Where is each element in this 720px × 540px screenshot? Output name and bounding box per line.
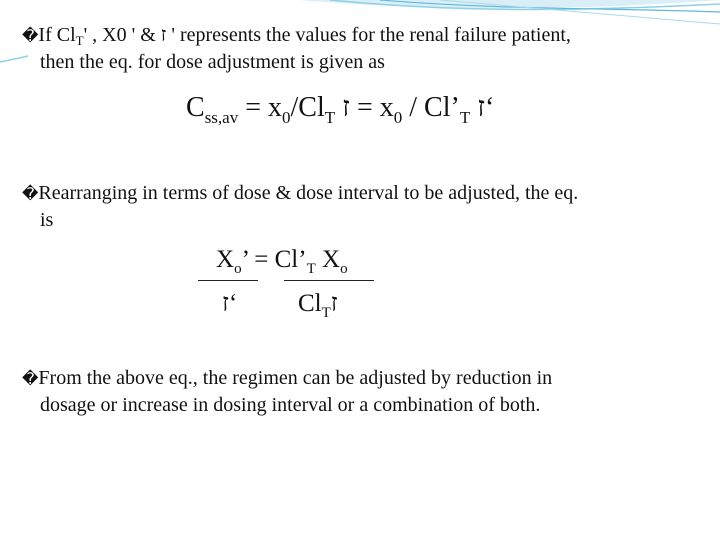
eq1-c: C	[186, 92, 205, 123]
bullet-icon: �	[22, 184, 39, 203]
bullet-3-line-1: From the above eq., the regimen can be adjusted by reduction in	[38, 367, 553, 389]
eq1-mid: = x	[238, 92, 283, 123]
bullet-1-line-2: then the eq. for dose adjustment is given as	[40, 51, 385, 73]
eq1-x2-sub: 0	[393, 108, 403, 127]
eq2-den-left: ז‘	[222, 290, 238, 317]
bullet-2-line-2: is	[40, 209, 54, 231]
equation-2-numerator	[216, 246, 348, 277]
eq1-t2-sub: T	[459, 108, 471, 127]
eq2-num-c: X	[315, 246, 341, 273]
eq1-slash: /Cl	[290, 92, 325, 123]
fraction-bar-left	[198, 280, 258, 281]
bullet-1-sub: T	[75, 33, 84, 48]
eq2-num-a: X	[216, 246, 235, 273]
eq1-c-sub: ss,av	[204, 108, 239, 127]
eq2-den-right-tail: ז	[330, 290, 338, 317]
bullet-item-3	[22, 365, 552, 419]
eq2-num-b: ’ = Cl’	[241, 246, 307, 273]
bullet-2-line-1: Rearranging in terms of dose & dose interval to be adjusted, the eq.	[38, 182, 579, 204]
eq1-x-sub: 0	[282, 108, 291, 127]
eq1-tail: ז‘	[470, 92, 495, 123]
eq1-t-sub: T	[324, 108, 336, 127]
eq2-num-c-sub: o	[340, 261, 348, 277]
bullet-item-2	[22, 180, 578, 234]
eq2-den-right-sub: T	[321, 305, 331, 321]
bullet-3-line-2: dosage or increase in dosing interval or a combination of both.	[40, 394, 541, 416]
equation-2-denominator-left	[222, 290, 237, 318]
eq1-rest: ז = x	[335, 92, 394, 123]
eq1-rest2: / Cl’	[402, 92, 460, 123]
equation-2-denominator-right	[298, 290, 338, 321]
bullet-icon: �	[22, 369, 39, 388]
eq2-den-right: Cl	[298, 290, 322, 317]
eq2-num-a-sub: o	[234, 261, 242, 277]
fraction-bar-right	[284, 280, 374, 281]
eq2-num-b-sub: T	[306, 261, 316, 277]
bullet-item-1	[22, 22, 571, 76]
equation-steady-state	[186, 92, 495, 127]
bullet-1-text-a: If Cl	[38, 24, 76, 46]
bullet-1-text-b: ' , X0 ' & ז ' represents the values for the renal failure patient,	[83, 24, 571, 46]
bullet-icon: �	[22, 26, 39, 45]
